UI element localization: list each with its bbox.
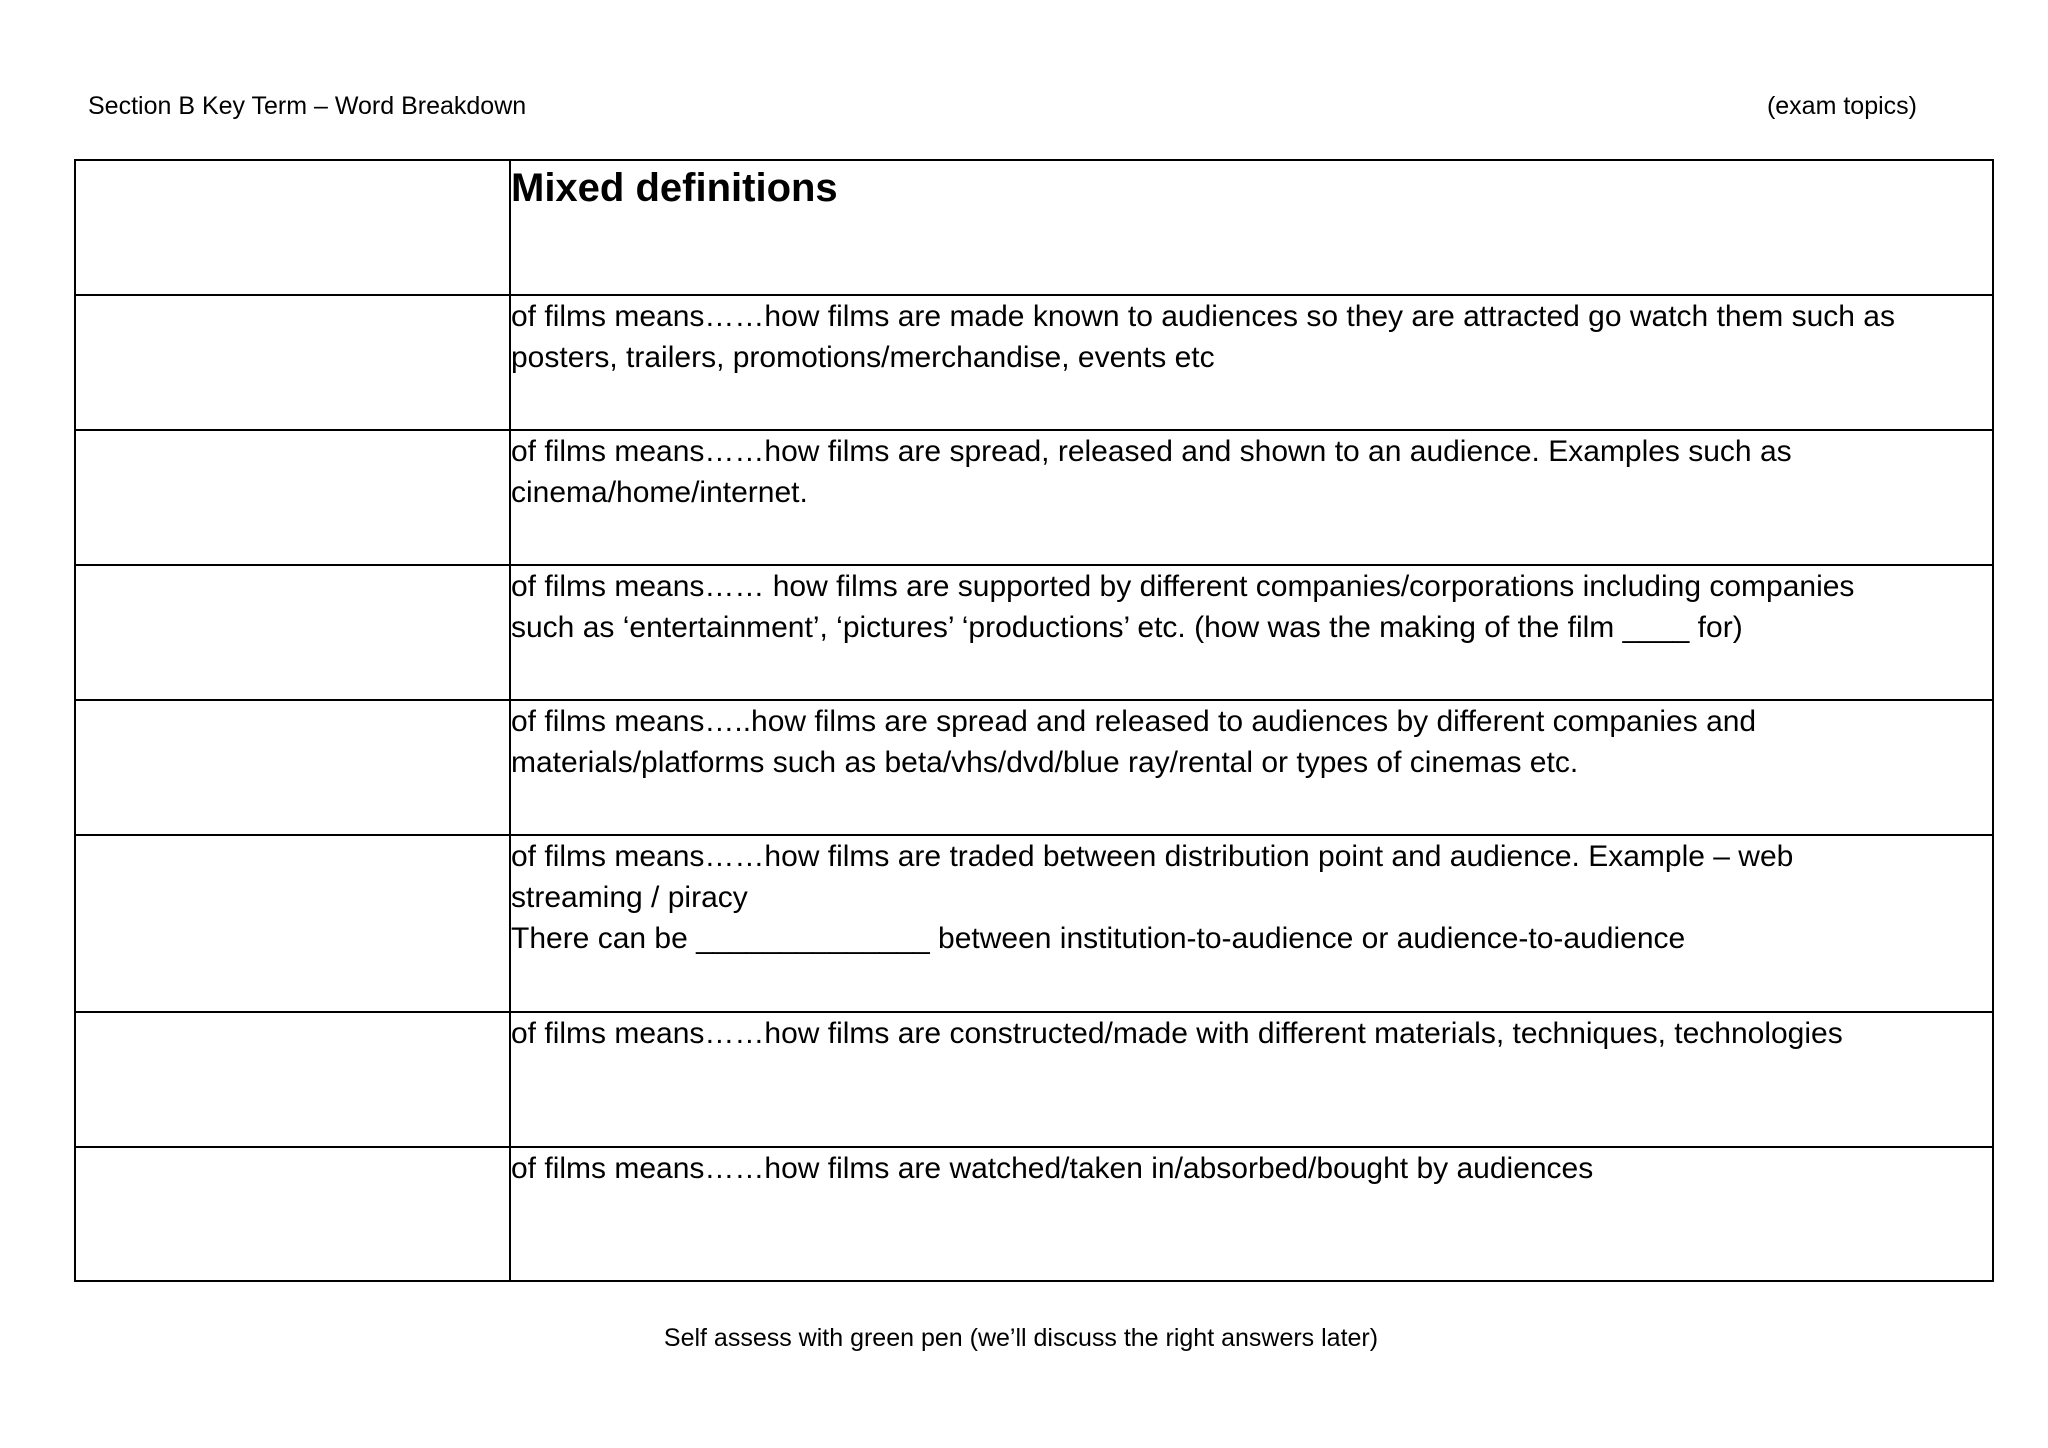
table-row [75,295,1993,430]
definition-cell [510,700,1993,835]
table-header-row [75,160,1993,295]
table-row [75,835,1993,1012]
table-row [75,700,1993,835]
table-heading: Mixed definitions [511,166,838,210]
term-header-cell [75,160,510,295]
definition-line: posters, trailers, promotions/merchandise, events etc [511,341,1215,374]
term-answer-cell[interactable] [75,835,510,1012]
footer-note [0,1322,2048,1354]
definition-line: of films means……how films are watched/taken in/absorbed/bought by audiences [511,1152,1594,1185]
term-answer-cell[interactable] [75,1147,510,1281]
definition-line: materials/platforms such as beta/vhs/dvd/blue ray/rental or types of cinemas etc. [511,746,1579,779]
table-row [75,430,1993,565]
table-row [75,1147,1993,1281]
definition-line: of films means…… how films are supported by different companies/corporations including companies [511,570,1855,603]
table-row [75,1012,1993,1147]
definition-cell [510,835,1993,1012]
definition-line: of films means……how films are traded between distribution point and audience. Example – web [511,840,1794,873]
definition-header-cell [510,160,1993,295]
term-answer-cell[interactable] [75,565,510,700]
term-answer-cell[interactable] [75,700,510,835]
document-subtitle: (exam topics) [1766,92,1917,120]
definition-cell [510,1147,1993,1281]
definition-line: of films means…..how films are spread and released to audiences by different companies and [511,705,1757,738]
definition-line: of films means……how films are constructed/made with different materials, techniques, technologies [511,1017,1843,1050]
document-title: Section B Key Term – Word Breakdown [88,92,527,120]
definition-cell [510,295,1993,430]
definition-line: of films means……how films are spread, released and shown to an audience. Examples such as [511,435,1792,468]
definition-line: of films means……how films are made known to audiences so they are attracted go watch them such as [511,300,1895,333]
definition-cell [510,430,1993,565]
definition-cell [510,1012,1993,1147]
definition-line: streaming / piracy [511,881,748,914]
table-row [75,565,1993,700]
term-answer-cell[interactable] [75,295,510,430]
definition-cell [510,565,1993,700]
definitions-table [74,159,1994,1282]
definition-line: such as ‘entertainment’, ‘pictures’ ‘productions’ etc. (how was the making of the film ____ for) [511,611,1743,644]
definition-line: There can be ______________ between institution-to-audience or audience-to-audience [511,922,1686,955]
definition-line: cinema/home/internet. [511,476,808,509]
footer-text: Self assess with green pen (we’ll discuss the right answers later) [663,1324,1379,1352]
term-answer-cell[interactable] [75,430,510,565]
term-answer-cell[interactable] [75,1012,510,1147]
